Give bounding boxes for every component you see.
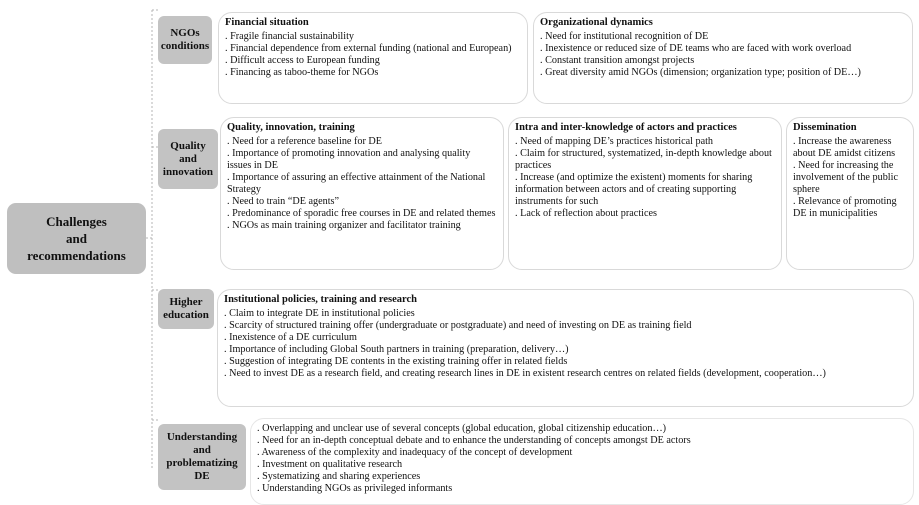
list-item: . Financing as taboo-theme for NGOs <box>225 67 521 79</box>
box-title: Institutional policies, training and research <box>224 294 418 305</box>
list-item: . Claim to integrate DE in institutional policies <box>224 308 907 320</box>
box-title: Organizational dynamics <box>540 17 653 28</box>
list-item: . Importance of assuring an effective attainment of the National Strategy <box>227 172 497 196</box>
list-item: . Fragile financial sustainability <box>225 31 521 43</box>
category-label: Quality and innovation <box>162 139 214 178</box>
list-item: . Claim for structured, systematized, in-depth knowledge about practices <box>515 148 775 172</box>
list-item: . Suggestion of integrating DE contents in the existing training offer in related fields <box>224 356 907 368</box>
box-organizational-dynamics <box>533 12 913 104</box>
box-title: Dissemination <box>793 122 857 133</box>
list-item: . Increase (and optimize the existent) moments for sharing information between actors and of creating supporting instruments for such <box>515 172 775 208</box>
root-node <box>7 203 146 274</box>
category-higher-education <box>158 289 214 329</box>
category-label: Higher education <box>163 296 209 321</box>
list-item: . Need for increasing the involvement of the public sphere <box>793 160 907 196</box>
list-item: . Investment on qualitative research <box>257 459 907 471</box>
list-item: . Great diversity amid NGOs (dimension; organization type; position of DE…) <box>540 67 906 79</box>
box-title: Financial situation <box>225 17 309 28</box>
list-item: . Predominance of sporadic free courses in DE and related themes <box>227 208 497 220</box>
list-item: . Inexistence of a DE curriculum <box>224 332 907 344</box>
list-item: . Overlapping and unclear use of several concepts (global education, global citizenship education…) <box>257 423 907 435</box>
list-item: . Increase the awareness about DE amidst citizens <box>793 136 907 160</box>
box-title: Quality, innovation, training <box>227 122 355 133</box>
list-item: . Need for an in-depth conceptual debate and to enhance the understanding of concepts amongst DE actors <box>257 435 907 447</box>
box-financial-situation <box>218 12 528 104</box>
list-item: . Importance of including Global South partners in training (preparation, delivery…) <box>224 344 907 356</box>
list-item: . Need to train “DE agents” <box>227 196 497 208</box>
category-label: NGOs conditions <box>160 27 210 52</box>
list-item: . Relevance of promoting DE in municipalities <box>793 196 907 220</box>
box-title: Intra and inter-knowledge of actors and practices <box>515 122 737 133</box>
list-item: . Financial dependence from external funding (national and European) <box>225 43 521 55</box>
list-item: . NGOs as main training organizer and facilitator training <box>227 220 497 232</box>
list-item: . Need for a reference baseline for DE <box>227 136 497 148</box>
list-item: . Inexistence or reduced size of DE teams who are faced with work overload <box>540 43 906 55</box>
box-understanding-concepts <box>250 418 914 505</box>
list-item: . Lack of reflection about practices <box>515 208 775 220</box>
list-item: . Scarcity of structured training offer (undergraduate or postgraduate) and need of investing on DE as training field <box>224 320 907 332</box>
category-label: Understanding and problematizing DE <box>166 431 238 482</box>
list-item: . Need to invest DE as a research field, and creating research lines in DE in existent research centres on related fields (development, cooperation…) <box>224 368 907 380</box>
box-dissemination <box>786 117 914 270</box>
list-item: . Importance of promoting innovation and analysing quality issues in DE <box>227 148 497 172</box>
category-ngos-conditions <box>158 16 212 64</box>
list-item: . Understanding NGOs as privileged informants <box>257 483 907 495</box>
box-institutional-policies <box>217 289 914 407</box>
list-item: . Awareness of the complexity and inadequacy of the concept of development <box>257 447 907 459</box>
list-item: . Need of mapping DE’s practices historical path <box>515 136 775 148</box>
box-intra-inter-knowledge <box>508 117 782 270</box>
root-label: Challenges and recommendations <box>27 214 126 263</box>
box-quality-innovation-training <box>220 117 504 270</box>
category-quality-innovation <box>158 129 218 189</box>
category-understanding-problematizing <box>158 424 246 490</box>
list-item: . Difficult access to European funding <box>225 55 521 67</box>
list-item: . Constant transition amongst projects <box>540 55 906 67</box>
list-item: . Need for institutional recognition of DE <box>540 31 906 43</box>
list-item: . Systematizing and sharing experiences <box>257 471 907 483</box>
